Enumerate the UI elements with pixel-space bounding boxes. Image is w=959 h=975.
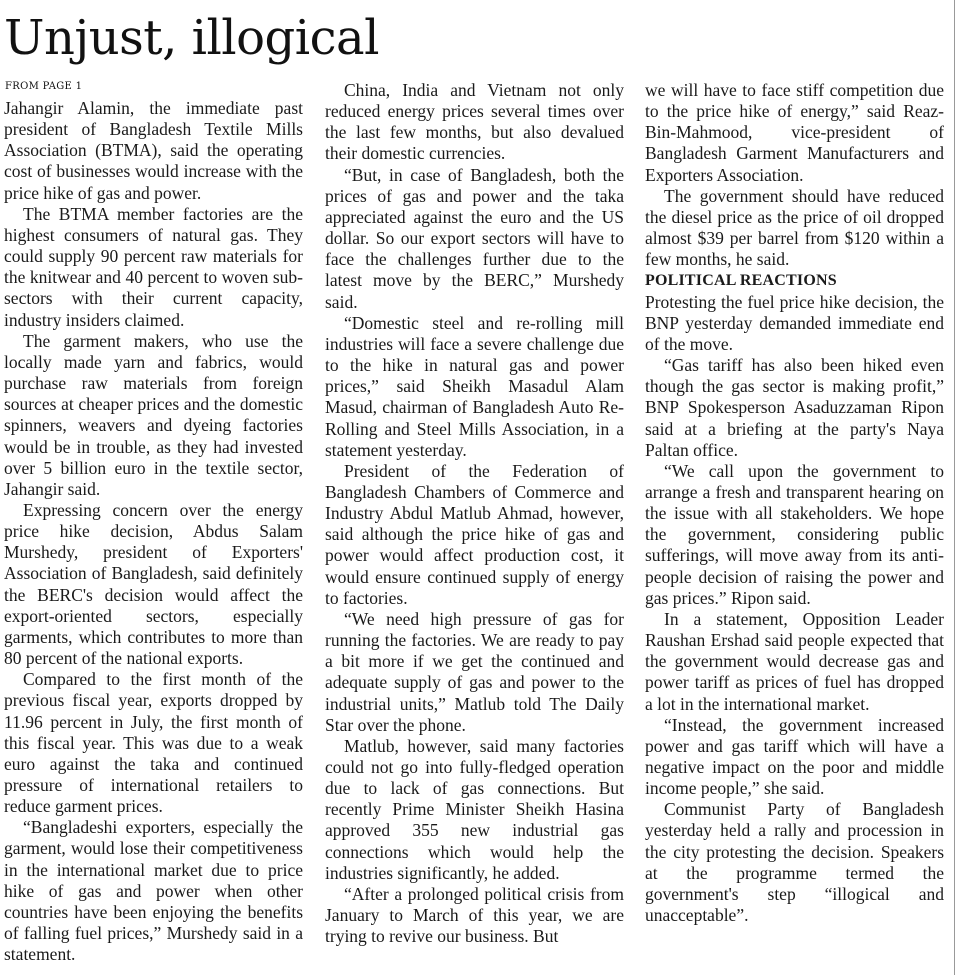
paragraph: Matlub, however, said many factories could not go into fully-fledged operation due to lack of gas connections. But recently Prime Minister Sheikh Hasina approved 355 new industrial gas connections which would help the industries significantly, he added. <box>325 735 624 883</box>
continuation-kicker: FROM PAGE 1 <box>5 81 83 92</box>
paragraph: The government should have reduced the diesel price as the price of oil dropped almost $39 per barrel from $120 within a few months, he said. <box>645 185 944 270</box>
paragraph: we will have to face stiff competition due to the price hike of energy,” said Reaz-Bin-Mahmood, vice-president of Bangladesh Garment Manufacturers and Exporters Association. <box>645 80 944 185</box>
paragraph: In a statement, Opposition Leader Raushan Ershad said people expected that the government would decrease gas and power tariff as prices of fuel has dropped a lot in the international market. <box>645 608 944 714</box>
paragraph: “Bangladeshi exporters, especially the garment, would lose their competitiveness in the international market due to price hike of gas and power when other countries have been enjoying the benefits of falling fuel prices,” Murshedy said in a statement. <box>4 817 303 965</box>
paragraph: “But, in case of Bangladesh, both the prices of gas and power and the taka appreciated against the euro and the US dollar. So our export sectors will have to face the challenges further due to the latest move by the BERC,” Murshedy said. <box>325 164 624 312</box>
paragraph: Expressing concern over the energy price hike decision, Abdus Salam Murshedy, president of Exporters' Association of Bangladesh, said definitely the BERC's decision would affect the export-oriented sectors, especially garments, which contributes to more than 80 percent of the national exports. <box>4 499 303 669</box>
paragraph: The BTMA member factories are the highest consumers of natural gas. They could supply 90 percent raw materials for the knitwear and 40 percent to woven sub-sectors with their current capacity, industry insiders claimed. <box>4 203 303 330</box>
paragraph: Communist Party of Bangladesh yesterday held a rally and procession in the city protesting the decision. Speakers at the programme termed the government's step “illogical and unacceptable”. <box>645 799 944 926</box>
paragraph: “We call upon the government to arrange a fresh and transparent hearing on the issue with all stakeholders. We hope the government, considering public sufferings, will move away from its anti-people decision of raising the power and gas prices.” Ripon said. <box>645 460 944 608</box>
paragraph: “Instead, the government increased power and gas tariff which will have a negative impact on the poor and middle income people,” she said. <box>645 714 944 799</box>
headline: Unjust, illogical <box>4 10 379 66</box>
paragraph: “We need high pressure of gas for running the factories. We are ready to pay a bit more if we get the continued and adequate supply of gas and power to the industrial units,” Matlub told The Daily Star over the phone. <box>325 608 624 735</box>
paragraph: President of the Federation of Bangladesh Chambers of Commerce and Industry Abdul Matlub Ahmad, however, said although the price hike of gas and power would affect production cost, it would ensure continued supply of energy to factories. <box>325 460 624 608</box>
paragraph: Protesting the fuel price hike decision, the BNP yesterday demanded immediate end of the move. <box>645 291 944 354</box>
article-column-1 <box>4 98 303 965</box>
paragraph: China, India and Vietnam not only reduced energy prices several times over the last few months, but also devalued their domestic currencies. <box>325 80 624 164</box>
paragraph: “Domestic steel and re-rolling mill industries will face a severe challenge due to the hike in natural gas and power prices,” said Sheikh Masadul Alam Masud, chairman of Bangladesh Auto Re-Rolling and Steel Mills Association, in a statement yesterday. <box>325 312 624 460</box>
paragraph: Jahangir Alamin, the immediate past president of Bangladesh Textile Mills Association (BTMA), said the operating cost of businesses would increase with the price hike of gas and power. <box>4 98 303 203</box>
paragraph: Compared to the first month of the previous fiscal year, exports dropped by 11.96 percent in July, the first month of this fiscal year. This was due to a weak euro against the taka and continued pressure of international retailers to reduce garment prices. <box>4 669 303 817</box>
paragraph: “Gas tariff has also been hiked even though the gas sector is making profit,” BNP Spokesperson Asaduzzaman Ripon said at a briefing at the party's Naya Paltan office. <box>645 355 944 460</box>
paragraph: The garment makers, who use the locally made yarn and fabrics, would purchase raw materials from foreign sources at cheaper prices and the domestic spinners, weavers and dyeing factories would be in trouble, as they had invested over 5 billion euro in the textile sector, Jahangir said. <box>4 330 303 499</box>
article-column-3 <box>645 80 944 926</box>
section-subhead: POLITICAL REACTIONS <box>645 272 837 290</box>
article-column-2 <box>325 80 624 947</box>
paragraph: “After a prolonged political crisis from January to March of this year, we are trying to revive our business. But <box>325 883 624 947</box>
page-edge-rule <box>954 0 955 975</box>
